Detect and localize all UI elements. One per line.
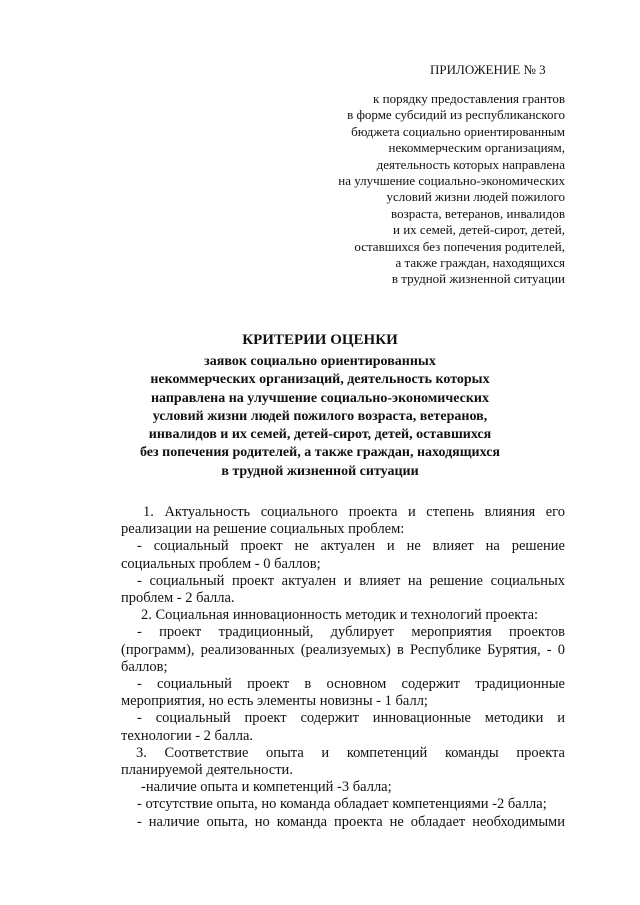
approval-basis	[300, 91, 565, 288]
body-line: - социальный проект актуален и влияет на решение социальных	[137, 572, 565, 589]
basis-line: деятельность которых направлена	[376, 156, 565, 172]
body-line: (программ), реализованных (реализуемых) в Республике Бурятия, - 0	[121, 641, 565, 658]
body-line: - социальный проект в основном содержит традиционные	[137, 676, 565, 693]
body-line: 1. Актуальность социального проекта и степень влияния его	[143, 504, 565, 520]
basis-line: и их семей, детей-сирот, детей,	[393, 222, 565, 238]
basis-line: бюджета социально ориентированным	[351, 123, 565, 139]
basis-line: на улучшение социально-экономических	[338, 173, 565, 189]
subtitle-line: направлена на улучшение социально-экономических	[150, 390, 489, 406]
body-line: 2. Социальная инновационность методик и технологий проекта:	[141, 607, 539, 624]
basis-line: некоммерческим организациям,	[388, 140, 565, 156]
body-line: - отсутствие опыта, но команда обладает компетенциями -2 балла;	[137, 796, 547, 813]
body-line: 3. Соответствие опыта и компетенций команды проекта	[136, 744, 565, 761]
subtitle-line: условий жизни людей пожилого возраста, ветеранов,	[152, 408, 488, 424]
basis-line: возраста, ветеранов, инвалидов	[391, 205, 565, 221]
basis-line: в трудной жизненной ситуации	[391, 271, 565, 287]
document-title: КРИТЕРИИ ОЦЕНКИ	[242, 332, 398, 348]
body-line: реализации на решение социальных проблем:	[121, 521, 405, 538]
basis-line: а также граждан, находящихся	[395, 255, 565, 271]
subtitle-line: без попечения родителей, а также граждан, находящихся	[139, 445, 501, 461]
body-line: - социальный проект не актуален и не влияет на решение	[137, 538, 565, 555]
body-line: мероприятия, но есть элементы новизны - 1 балл;	[121, 693, 428, 710]
body-line: социальных проблем - 0 баллов;	[121, 555, 321, 572]
body-line: планируемой деятельности.	[121, 762, 293, 779]
subtitle-line: заявок социально ориентированных	[204, 354, 436, 369]
basis-line: условий жизни людей пожилого	[386, 189, 565, 205]
basis-line: к порядку предоставления грантов	[373, 91, 565, 106]
basis-line: оставшихся без попечения родителей,	[354, 238, 565, 254]
body-line: баллов;	[121, 658, 168, 675]
document-heading	[120, 330, 520, 481]
body-line: -наличие опыта и компетенций -3 балла;	[141, 779, 392, 796]
body-line: проблем - 2 балла.	[121, 590, 235, 607]
subtitle-line: в трудной жизненной ситуации	[221, 463, 419, 479]
subtitle-line: инвалидов и их семей, детей-сирот, детей, оставшихся	[148, 427, 492, 443]
body-line: - наличие опыта, но команда проекта не обладает необходимыми	[137, 813, 565, 830]
body-line: - проект традиционный, дублирует мероприятия проектов	[137, 624, 565, 641]
body-line: технологии - 2 балла.	[121, 727, 254, 744]
criteria-body	[121, 504, 565, 831]
appendix-label: ПРИЛОЖЕНИЕ № 3	[430, 62, 546, 77]
body-line: - социальный проект содержит инновационные методики и	[137, 710, 565, 727]
basis-line: в форме субсидий из республиканского	[347, 107, 565, 123]
subtitle-line: некоммерческих организаций, деятельность которых	[150, 372, 490, 388]
